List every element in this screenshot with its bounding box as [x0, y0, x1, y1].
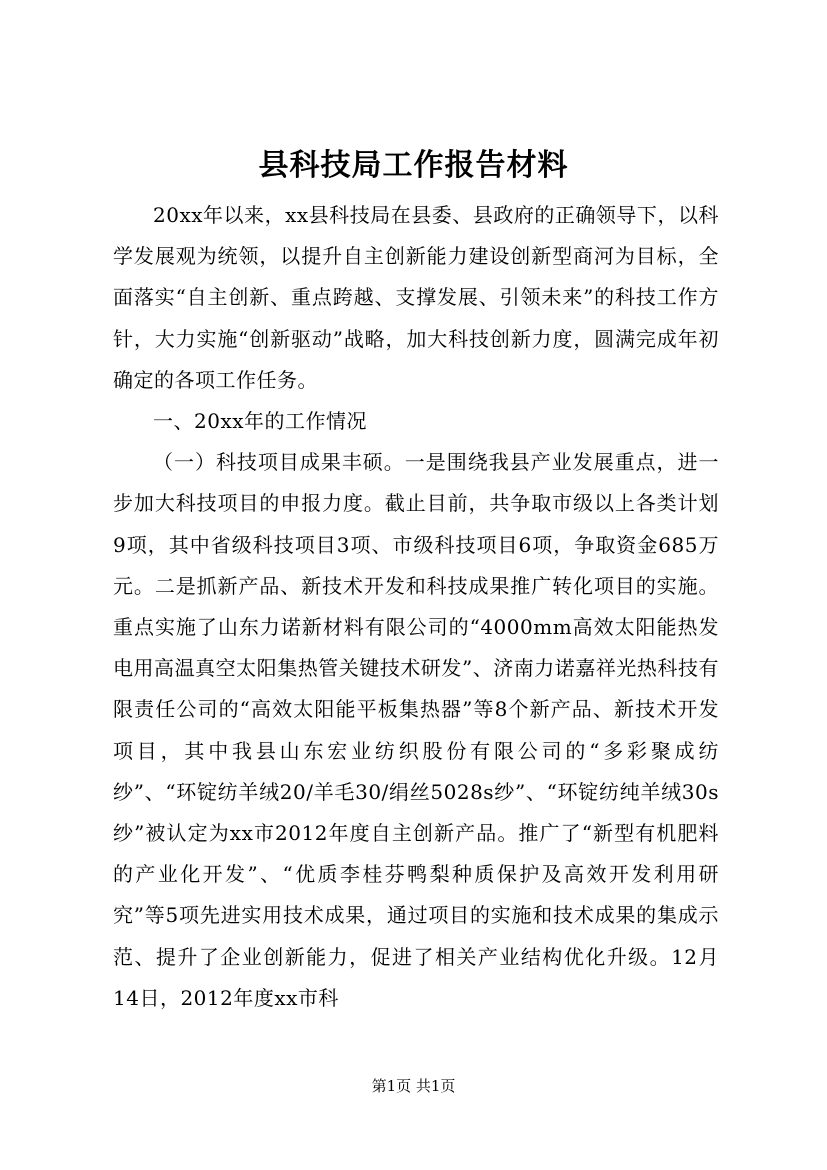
page-footer: 第1页 共1页 — [371, 1077, 456, 1095]
document-title: 县科技局工作报告材料 — [258, 148, 569, 183]
paragraph-intro: 20xx年以来，xx县科技局在县委、县政府的正确领导下，以科学发展观为统领，以提升自主创新能力建设创新型商河为目标，全面落实“自主创新、重点跨越、支撑发展、引领未来”的科技工作方针，大力实施“创新驱动”战略，加大科技创新力度，圆满完成年初确定的各项工作任务。 — [113, 203, 719, 392]
paragraph-projects: （一）科技项目成果丰硕。一是围绕我县产业发展重点，进一步加大科技项目的申报力度。截止目前，共争取市级以上各类计划9项，其中省级科技项目3项、市级科技项目6项，争取资金685万元。二是抓新产品、新技术开发和科技成果推广转化项目的实施。重点实施了山东力诺新材料有限公司的“4000mm高效太阳能热发电用高温真空太阳集热管关键技术研发”、济南力诺嘉祥光热科技有限责任公司的“高效太阳能平板集热器”等8个新产品、新技术开发项目，其中我县山东宏业纺织股份有限公司的“多彩聚成纺纱”、“环锭纺羊绒20/羊毛30/绢丝5028s纱”、“环锭纺纯羊绒30s纱”被认定为xx市2012年度自主创新产品。推广了“新型有机肥料的产业化开发”、“优质李桂芬鸭梨种质保护及高效开发利用研究”等5项先进实用技术成果，通过项目的实施和技术成果的集成示范、提升了企业创新能力，促进了相关产业结构优化升级。12月14日，2012年度xx市科 — [113, 450, 719, 1010]
section-heading: 一、20xx年的工作情况 — [153, 409, 368, 434]
document-body — [113, 195, 719, 1019]
